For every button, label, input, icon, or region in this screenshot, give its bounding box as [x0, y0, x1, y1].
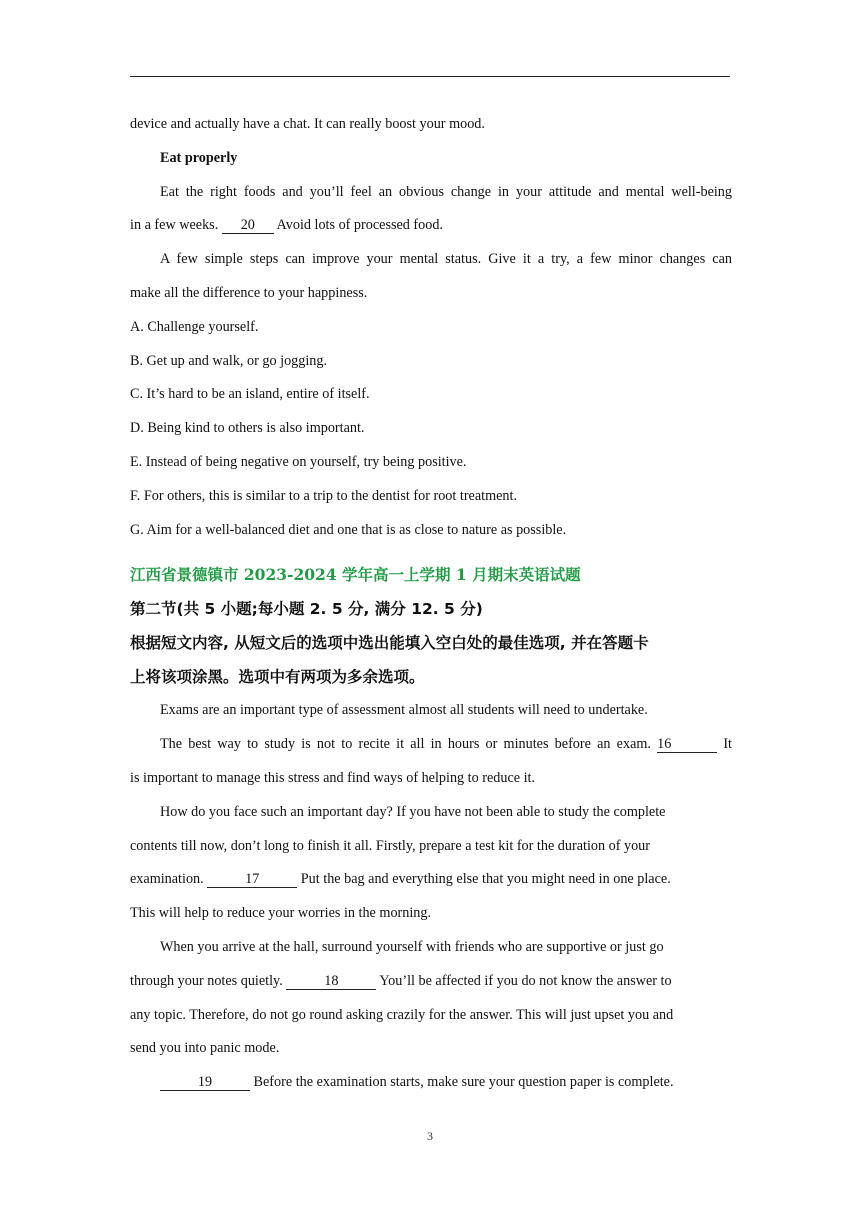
option-e: E. Instead of being negative on yourself, try being positive.	[130, 453, 467, 470]
blank-20: 20	[222, 217, 274, 234]
text: It	[717, 736, 732, 753]
paragraph-exams-intro: Exams are an important type of assessment almost all students will need to undertake.	[160, 702, 648, 719]
section-heading-eat-properly: Eat properly	[160, 149, 238, 166]
text: Before the examination starts, make sure your question paper is complete.	[250, 1074, 674, 1091]
paragraph-eat-line2	[130, 209, 732, 243]
option-a: A. Challenge yourself.	[130, 318, 259, 335]
paragraph-face-line1: How do you face such an important day? If you have not been able to study the complete	[160, 803, 666, 820]
option-g: G. Aim for a well-balanced diet and one that is as close to nature as possible.	[130, 521, 567, 538]
paragraph-arrive-line3: any topic. Therefore, do not go round asking crazily for the answer. This will just upset you and	[130, 1006, 674, 1023]
paragraph-study-line1	[130, 728, 732, 762]
text: Put the bag and everything else that you might need in one place.	[297, 871, 671, 888]
blank-16: 16	[657, 736, 717, 753]
option-c: C. It’s hard to be an island, entire of itself.	[130, 386, 370, 403]
option-f: F. For others, this is similar to a trip to the dentist for root treatment.	[130, 487, 517, 504]
paragraph-conclusion-line1: A few simple steps can improve your mental status. Give it a try, a few minor changes can	[160, 251, 732, 268]
option-d: D. Being kind to others is also important.	[130, 420, 365, 437]
text: examination.	[130, 871, 208, 888]
exam-source-title: 江西省景德镇市 2023-2024 学年高一上学期 1 月期末英语试题	[130, 565, 581, 585]
page-number: 3	[427, 1129, 433, 1143]
page-content	[130, 108, 732, 1100]
instruction-line1: 根据短文内容, 从短文后的选项中选出能填入空白处的最佳选项, 并在答题卡	[130, 634, 649, 653]
paragraph-face-line3	[130, 863, 732, 897]
text: Avoid lots of processed food.	[273, 217, 443, 234]
paragraph-arrive-line2	[130, 965, 732, 999]
paragraph-face-line4: This will help to reduce your worries in the morning.	[130, 905, 432, 922]
option-b: B. Get up and walk, or go jogging.	[130, 352, 328, 369]
blank-18: 18	[286, 973, 376, 990]
paragraph-conclusion-line2: make all the difference to your happiness.	[130, 284, 368, 301]
paragraph-arrive-line4: send you into panic mode.	[130, 1040, 280, 1057]
text: in a few weeks.	[130, 217, 222, 234]
text: The best way to study is not to recite it all in hours or minutes before an exam.	[160, 736, 658, 753]
text: You’ll be affected if you do not know the answer to	[376, 972, 672, 989]
paragraph-study-line2: is important to manage this stress and find ways of helping to reduce it.	[130, 769, 536, 786]
paragraph-arrive-line1: When you arrive at the hall, surround yourself with friends who are supportive or just go	[160, 938, 664, 955]
instruction-line2: 上将该项涂黑。选项中有两项为多余选项。	[130, 668, 425, 687]
header-rule	[130, 76, 730, 77]
paragraph-before-line1	[130, 1066, 732, 1100]
text: through your notes quietly.	[130, 972, 287, 989]
paragraph-eat-line1: Eat the right foods and you’ll feel an obvious change in your attitude and mental well-being	[160, 183, 732, 200]
blank-19: 19	[160, 1074, 250, 1091]
blank-17: 17	[207, 871, 297, 888]
paragraph-face-line2: contents till now, don’t long to finish it all. Firstly, prepare a test kit for the duration of your	[130, 837, 650, 854]
continuation-line: device and actually have a chat. It can really boost your mood.	[130, 116, 485, 132]
section-subtitle: 第二节(共 5 小题;每小题 2. 5 分, 满分 12. 5 分)	[130, 600, 483, 619]
